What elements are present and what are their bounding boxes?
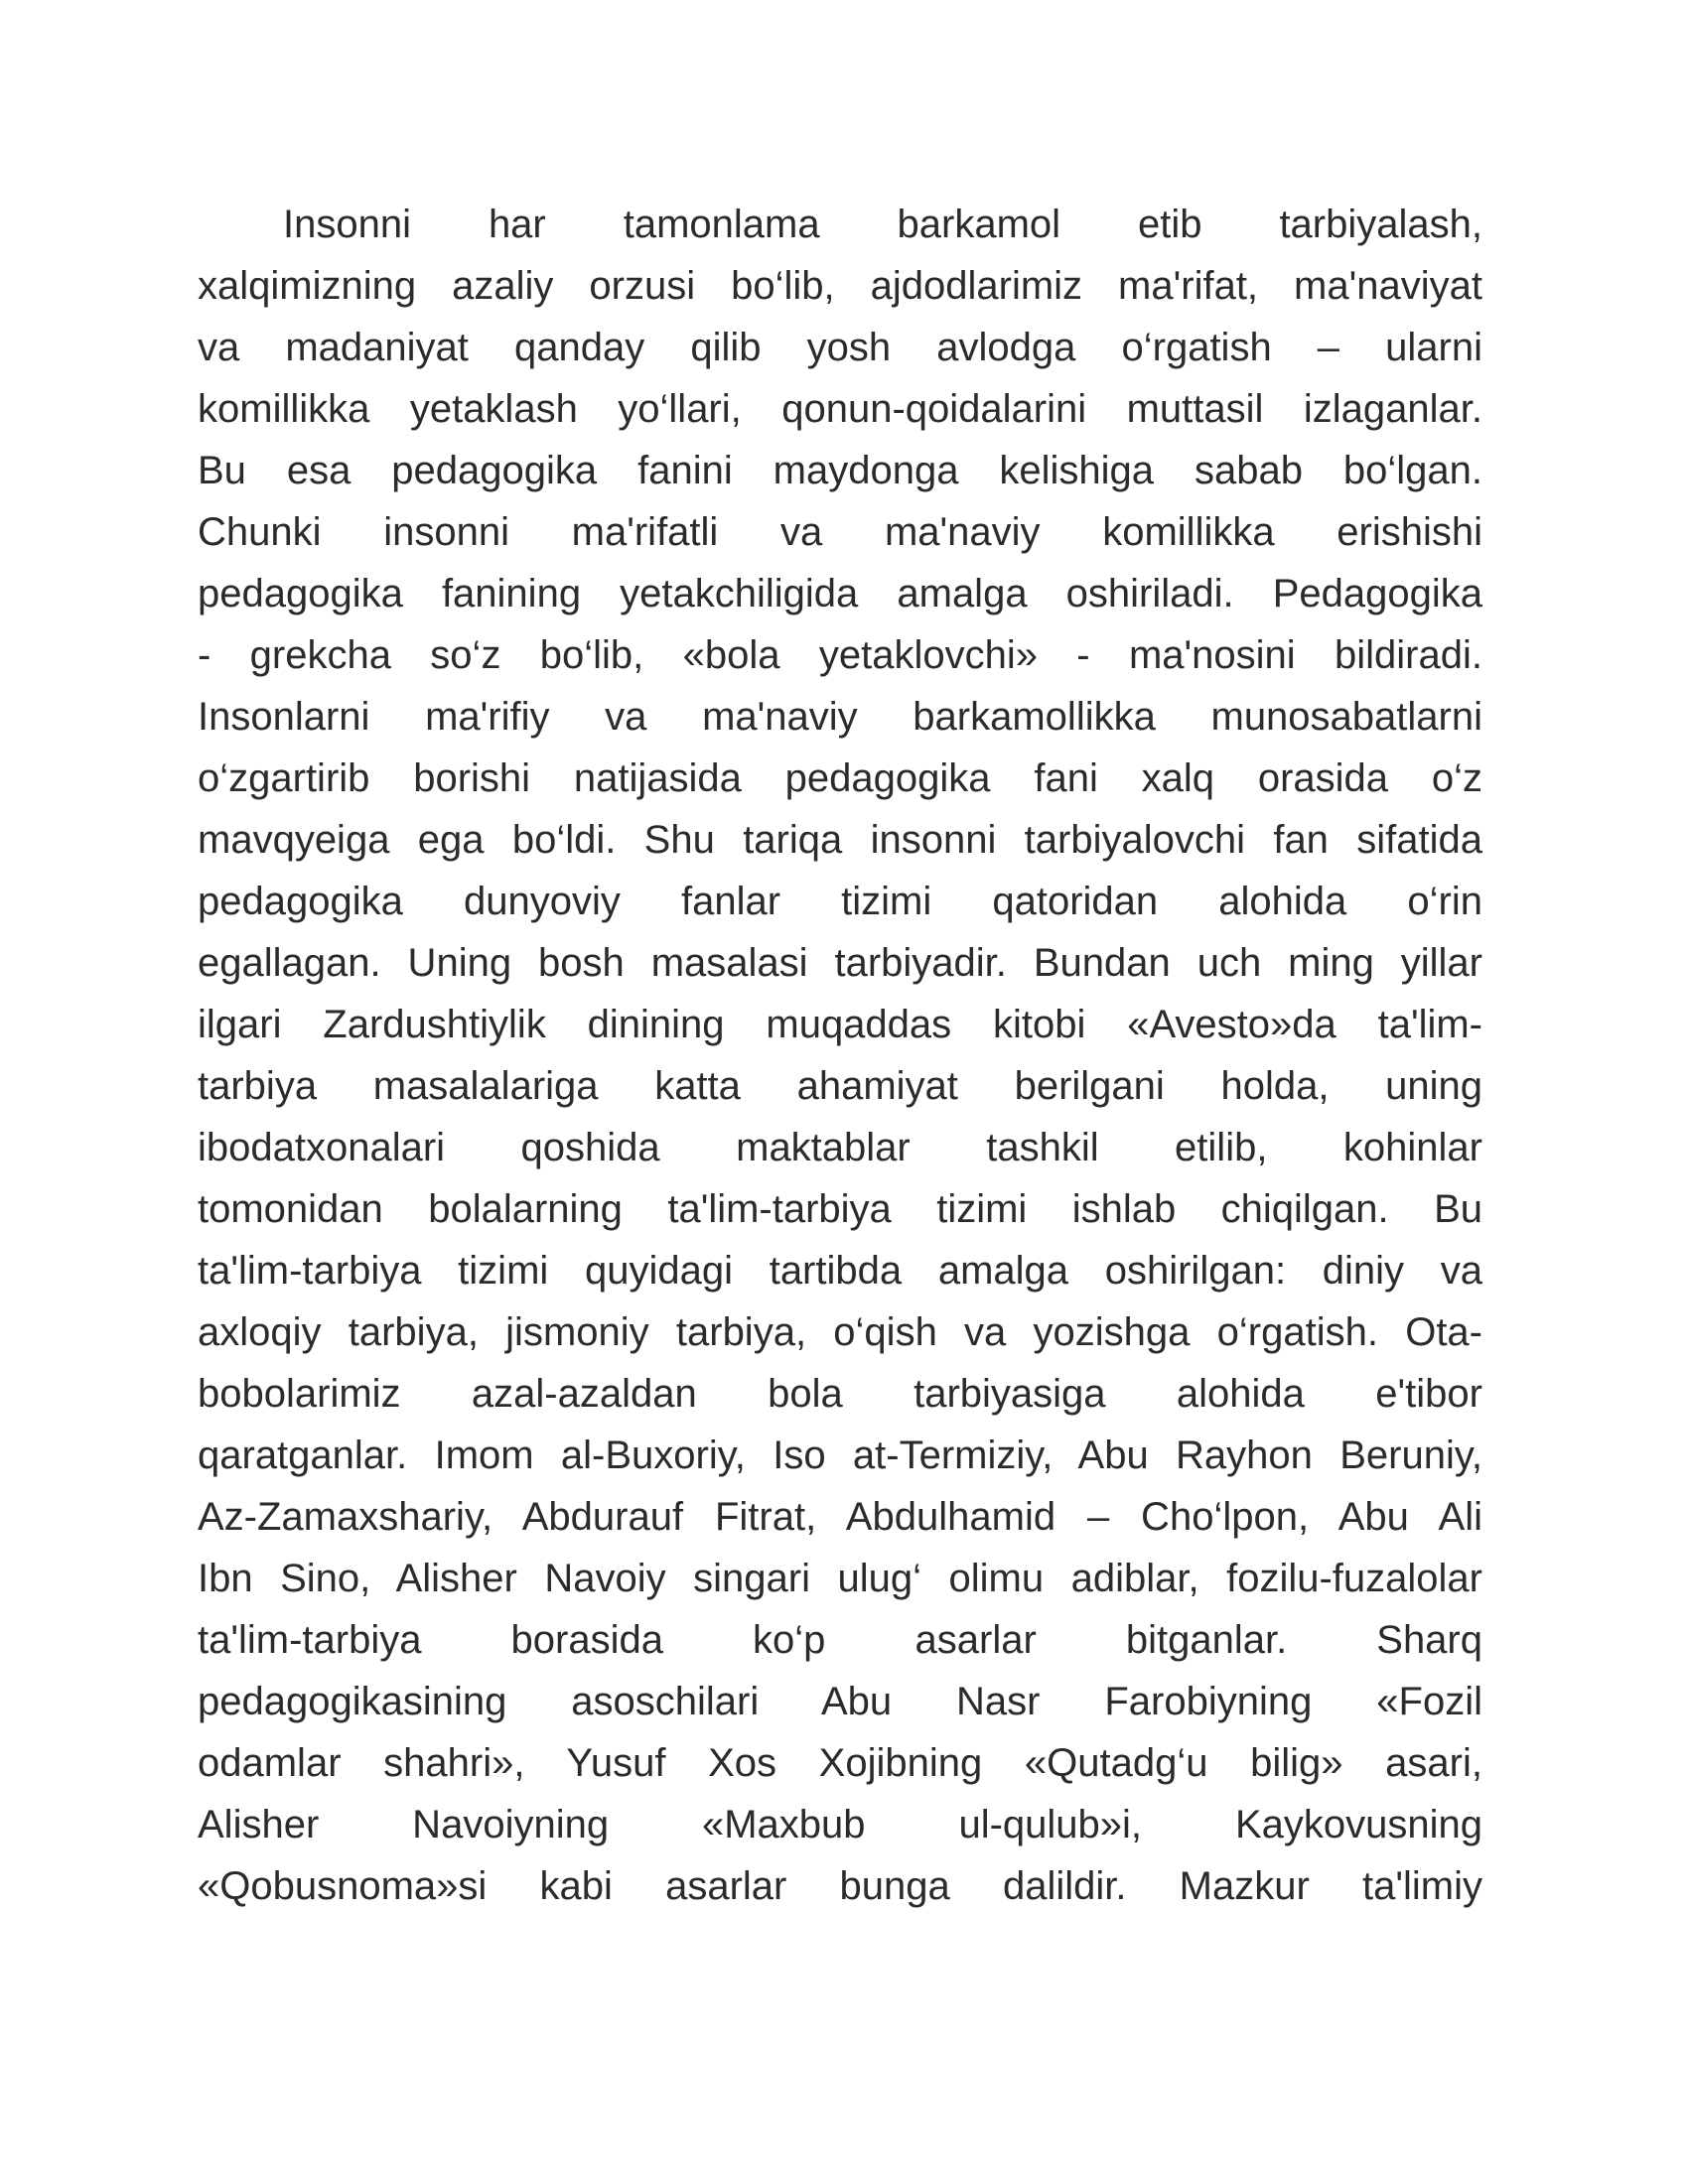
text-line: qaratganlar. Imom al-Buxoriy, Iso at-Termiziy, Abu Rayhon Beruniy, — [198, 1433, 1482, 1477]
text-line: pedagogika dunyoviy fanlar tizimi qatoridan alohida o‘rin — [198, 880, 1482, 923]
text-line: ta'lim-tarbiya borasida ko‘p asarlar bitganlar. Sharq — [198, 1618, 1482, 1662]
text-line: tarbiya masalalariga katta ahamiyat berilgani holda, uning — [198, 1064, 1482, 1108]
text-line: mavqyeiga ega bo‘ldi. Shu tariqa insonni tarbiyalovchi fan sifatida — [198, 818, 1482, 862]
text-line: Alisher Navoiyning «Maxbub ul-qulub»i, Kaykovusning — [198, 1803, 1482, 1846]
text-line: axloqiy tarbiya, jismoniy tarbiya, o‘qish va yozishga o‘rgatish. Ota- — [198, 1310, 1482, 1354]
text-line: Chunki insonni ma'rifatli va ma'naviy komillikka erishishi — [198, 510, 1482, 554]
text-line: odamlar shahri», Yusuf Xos Xojibning «Qutadg‘u bilig» asari, — [198, 1741, 1482, 1785]
text-line: va madaniyat qanday qilib yosh avlodga o‘rgatish – ularni — [198, 326, 1482, 369]
text-line: ibodatxonalari qoshida maktablar tashkil etilib, kohinlar — [198, 1126, 1482, 1169]
text-line: Bu esa pedagogika fanini maydonga kelishiga sabab bo‘lgan. — [198, 449, 1482, 492]
text-line: pedagogika fanining yetakchiligida amalga oshiriladi. Pedagogika — [198, 572, 1482, 615]
text-line: ilgari Zardushtiylik dinining muqaddas kitobi «Avesto»da ta'lim- — [198, 1003, 1482, 1046]
text-line: ta'lim-tarbiya tizimi quyidagi tartibda amalga oshirilgan: diniy va — [198, 1249, 1482, 1293]
text-line: pedagogikasining asoschilari Abu Nasr Farobiyning «Fozil — [198, 1680, 1482, 1723]
text-line: Ibn Sino, Alisher Navoiy singari ulug‘ olimu adiblar, fozilu-fuzalolar — [198, 1557, 1482, 1600]
text-line: egallagan. Uning bosh masalasi tarbiyadir. Bundan uch ming yillar — [198, 941, 1482, 985]
text-line: Insonlarni ma'rifiy va ma'naviy barkamollikka munosabatlarni — [198, 695, 1482, 739]
text-line: bobolarimiz azal-azaldan bola tarbiyasiga alohida e'tibor — [198, 1372, 1482, 1416]
text-line: Insonni har tamonlama barkamol etib tarbiyalash, — [283, 203, 1482, 246]
text-line: «Qobusnoma»si kabi asarlar bunga dalildir. Mazkur ta'limiy — [198, 1864, 1482, 1908]
text-line: xalqimizning azaliy orzusi bo‘lib, ajdodlarimiz ma'rifat, ma'naviyat — [198, 264, 1482, 308]
text-line: Az-Zamaxshariy, Abdurauf Fitrat, Abdulhamid – Cho‘lpon, Abu Ali — [198, 1495, 1482, 1539]
text-line: tomonidan bolalarning ta'lim-tarbiya tizimi ishlab chiqilgan. Bu — [198, 1187, 1482, 1231]
body-paragraph — [198, 194, 1482, 1917]
text-line: o‘zgartirib borishi natijasida pedagogika fani xalq orasida o‘z — [198, 756, 1482, 800]
text-line: komillikka yetaklash yo‘llari, qonun-qoidalarini muttasil izlaganlar. — [198, 387, 1482, 431]
text-line: - grekcha so‘z bo‘lib, «bola yetaklovchi» - ma'nosini bildiradi. — [198, 633, 1482, 677]
